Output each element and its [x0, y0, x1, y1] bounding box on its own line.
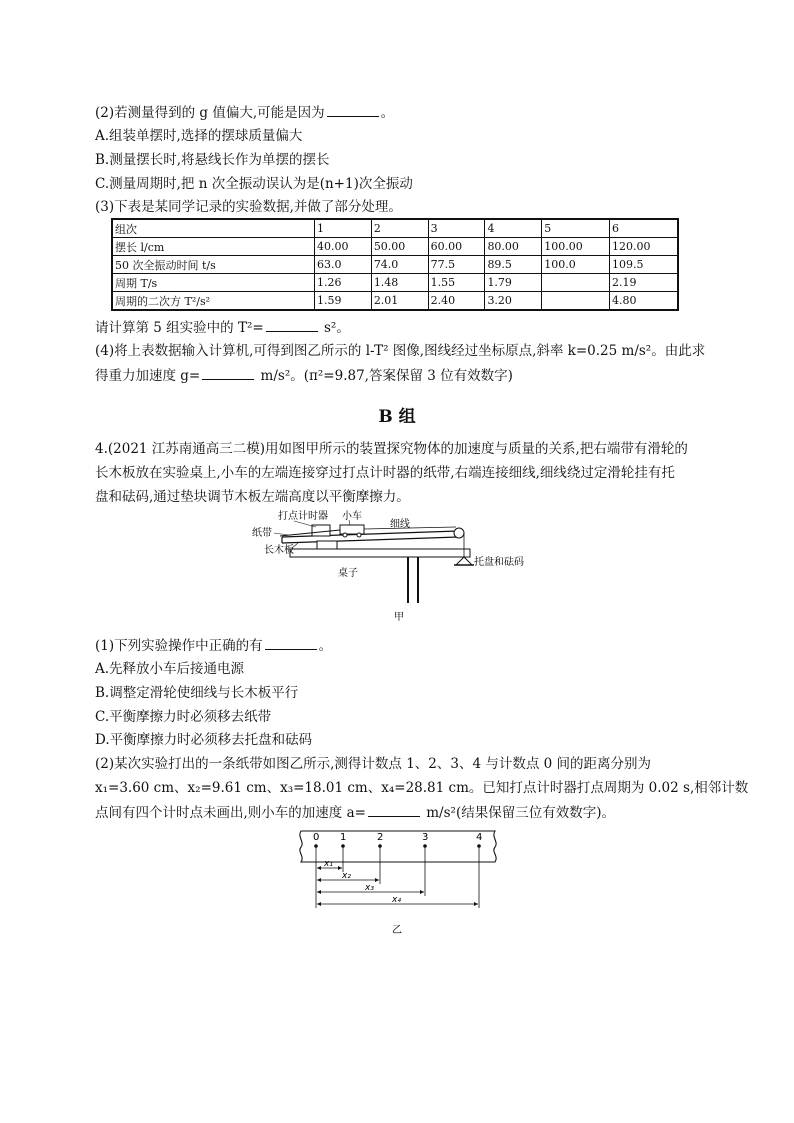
- pulley-icon: [454, 528, 464, 538]
- arrow-head-icon: [474, 902, 478, 906]
- table-row: [112, 274, 678, 292]
- data-table: [111, 218, 679, 311]
- table-cell: 3.20: [485, 292, 542, 311]
- q4-part1-end: 。: [318, 638, 333, 654]
- table-cell: 1: [315, 219, 372, 238]
- table-cell: 89.5: [485, 256, 542, 274]
- figure-apparatus: [250, 503, 550, 625]
- table-cell: 50.00: [371, 238, 428, 256]
- table-cell: 4.80: [609, 292, 678, 311]
- distance-x4: [317, 895, 478, 906]
- answer-blank[interactable]: [265, 636, 317, 650]
- group-title: B 组: [378, 407, 416, 427]
- arrow-head-icon: [375, 878, 379, 882]
- q3-part3-ask-text: 请计算第 5 组实验中的 T²=: [95, 320, 264, 336]
- arrow-head-icon: [317, 890, 321, 894]
- string-line: [364, 527, 456, 529]
- q4-stem-line2: 长木板放在实验桌上,小车的左端连接穿过打点计时器的纸带,右端连接细线,细线绕过定滑轮挂有托: [95, 465, 675, 481]
- label-board: 长木板: [264, 545, 294, 556]
- point-label: 3: [422, 832, 429, 843]
- table-cell: 77.5: [428, 256, 485, 274]
- table-cell: 1.48: [371, 274, 428, 292]
- label-cart: 小车: [342, 511, 362, 522]
- option-b: B.测量摆长时,将悬线长作为单摆的摆长: [95, 152, 330, 168]
- distance-label: x₃: [365, 883, 374, 893]
- q4-part2-text-a: 点间有四个计时点未画出,则小车的加速度 a=: [95, 805, 366, 821]
- table-cell: 2: [371, 219, 428, 238]
- q3-part3-intro: (3)下表是某同学记录的实验数据,并做了部分处理。: [95, 199, 402, 215]
- table-row: [112, 256, 678, 274]
- table-cell: 74.0: [371, 256, 428, 274]
- table-cell: 摆长 l/cm: [112, 238, 315, 256]
- table-cell: 1.26: [315, 274, 372, 292]
- table-cell: 100.00: [542, 238, 610, 256]
- q3-part3-unit: s²。: [324, 320, 350, 336]
- table-row: [112, 292, 678, 311]
- q4-part1-prompt: [95, 636, 332, 655]
- distance-x2: [317, 871, 379, 882]
- q4-part2-line1: (2)某次实验打出的一条纸带如图乙所示,测得计数点 1、2、3、4 与计数点 0 间的距离分别为: [95, 756, 652, 772]
- option-a: A.先释放小车后接通电源: [95, 661, 245, 677]
- q3-part2-prompt: [95, 103, 394, 122]
- label-timer: 打点计时器: [278, 511, 328, 522]
- table-cell: 1.79: [485, 274, 542, 292]
- q3-part4-line2: [95, 366, 513, 385]
- figure-caption: 乙: [392, 925, 402, 936]
- figure-caption: 甲: [394, 612, 404, 623]
- distance-x3: [317, 883, 424, 894]
- cart-icon: [340, 525, 364, 534]
- leader-line: [274, 533, 288, 535]
- table-cell: 80.00: [485, 238, 542, 256]
- q3-part4-text-a: 得重力加速度 g=: [95, 368, 201, 384]
- table-cell: 周期 T/s: [112, 274, 315, 292]
- table-row: [112, 238, 678, 256]
- table-cell: 100.0: [542, 256, 610, 274]
- q3-part3-ask: [95, 318, 350, 337]
- q4-stem-line1: 4.(2021 江苏南通高三二模)用如图甲所示的装置探究物体的加速度与质量的关系,把右端带有滑轮的: [95, 441, 688, 457]
- table-header-row: [112, 219, 678, 238]
- table-cell: 3: [428, 219, 485, 238]
- distance-label: x₁: [324, 859, 333, 869]
- table-cell: 50 次全振动时间 t/s: [112, 256, 315, 274]
- option-c: C.测量周期时,把 n 次全振动误认为是(n+1)次全振动: [95, 176, 413, 192]
- point-label: 1: [340, 832, 347, 843]
- board-top-edge: [282, 531, 458, 537]
- answer-blank[interactable]: [327, 103, 379, 117]
- table-cell: 63.0: [315, 256, 372, 274]
- arrow-head-icon: [317, 866, 321, 870]
- distance-label: x₄: [392, 895, 401, 905]
- table-cell: 120.00: [609, 238, 678, 256]
- q3-part2-prompt-text: (2)若测量得到的 g 值偏大,可能是因为: [95, 105, 325, 121]
- answer-blank[interactable]: [202, 366, 254, 380]
- table-cell: [542, 292, 610, 311]
- table-cell: 2.19: [609, 274, 678, 292]
- label-tray: 托盘和砝码: [474, 557, 524, 568]
- option-b: B.调整定滑轮使细线与长木板平行: [95, 685, 299, 701]
- support-block: [317, 541, 337, 549]
- table-cell: 60.00: [428, 238, 485, 256]
- table-cell: 2.40: [428, 292, 485, 311]
- table-cell: 6: [609, 219, 678, 238]
- label-string: 细线: [390, 519, 410, 530]
- arrow-head-icon: [420, 890, 424, 894]
- point-label: 0: [313, 832, 320, 843]
- answer-blank[interactable]: [266, 318, 318, 332]
- arrow-head-icon: [317, 902, 321, 906]
- figure-tape: [295, 826, 507, 938]
- label-tape: 纸带: [252, 528, 272, 539]
- tape-body: [300, 831, 496, 862]
- q3-part4-line1: (4)将上表数据输入计算机,可得到图乙所示的 l-T² 图像,图线经过坐标原点,斜率 k=0.25 m/s²。由此求: [95, 343, 706, 359]
- table-cell: 109.5: [609, 256, 678, 274]
- option-c: C.平衡摩擦力时必须移去纸带: [95, 709, 272, 725]
- table-cell: 周期的二次方 T²/s²: [112, 292, 315, 311]
- wheel-icon: [357, 533, 361, 537]
- table-cell: [542, 274, 610, 292]
- wheel-icon: [343, 533, 347, 537]
- distance-label: x₂: [342, 871, 351, 881]
- table-cell: 2.01: [371, 292, 428, 311]
- table-cell: 40.00: [315, 238, 372, 256]
- q3-part2-end: 。: [380, 105, 395, 121]
- board-bottom-edge: [282, 537, 458, 543]
- point-label: 2: [377, 832, 384, 843]
- answer-blank[interactable]: [368, 803, 420, 817]
- table-cell: 1.55: [428, 274, 485, 292]
- arrow-head-icon: [317, 878, 321, 882]
- table-cell: 组次: [112, 219, 315, 238]
- label-table: 桌子: [338, 568, 358, 579]
- table-top: [290, 549, 470, 557]
- q4-stem-line3: 盘和砝码,通过垫块调节木板左端高度以平衡摩擦力。: [95, 489, 410, 505]
- table-cell: 5: [542, 219, 610, 238]
- option-d: D.平衡摩擦力时必须移去托盘和砝码: [95, 732, 313, 748]
- table-cell: 1.59: [315, 292, 372, 311]
- q4-part2-text-b: m/s²(结果保留三位有效数字)。: [426, 805, 615, 821]
- point-label: 4: [476, 832, 483, 843]
- q4-part1-prompt-text: (1)下列实验操作中正确的有: [95, 638, 263, 654]
- tray-icon: [456, 557, 472, 565]
- arrow-head-icon: [338, 866, 342, 870]
- table-cell: 4: [485, 219, 542, 238]
- q4-part2-line3: [95, 803, 615, 822]
- q3-part4-text-b: m/s²。(π²=9.87,答案保留 3 位有效数字): [260, 368, 513, 384]
- q4-part2-line2: x₁=3.60 cm、x₂=9.61 cm、x₃=18.01 cm、x₄=28.81 cm。已知打点计时器打点周期为 0.02 s,相邻计数: [95, 780, 749, 796]
- option-a: A.组装单摆时,选择的摆球质量偏大: [95, 128, 303, 144]
